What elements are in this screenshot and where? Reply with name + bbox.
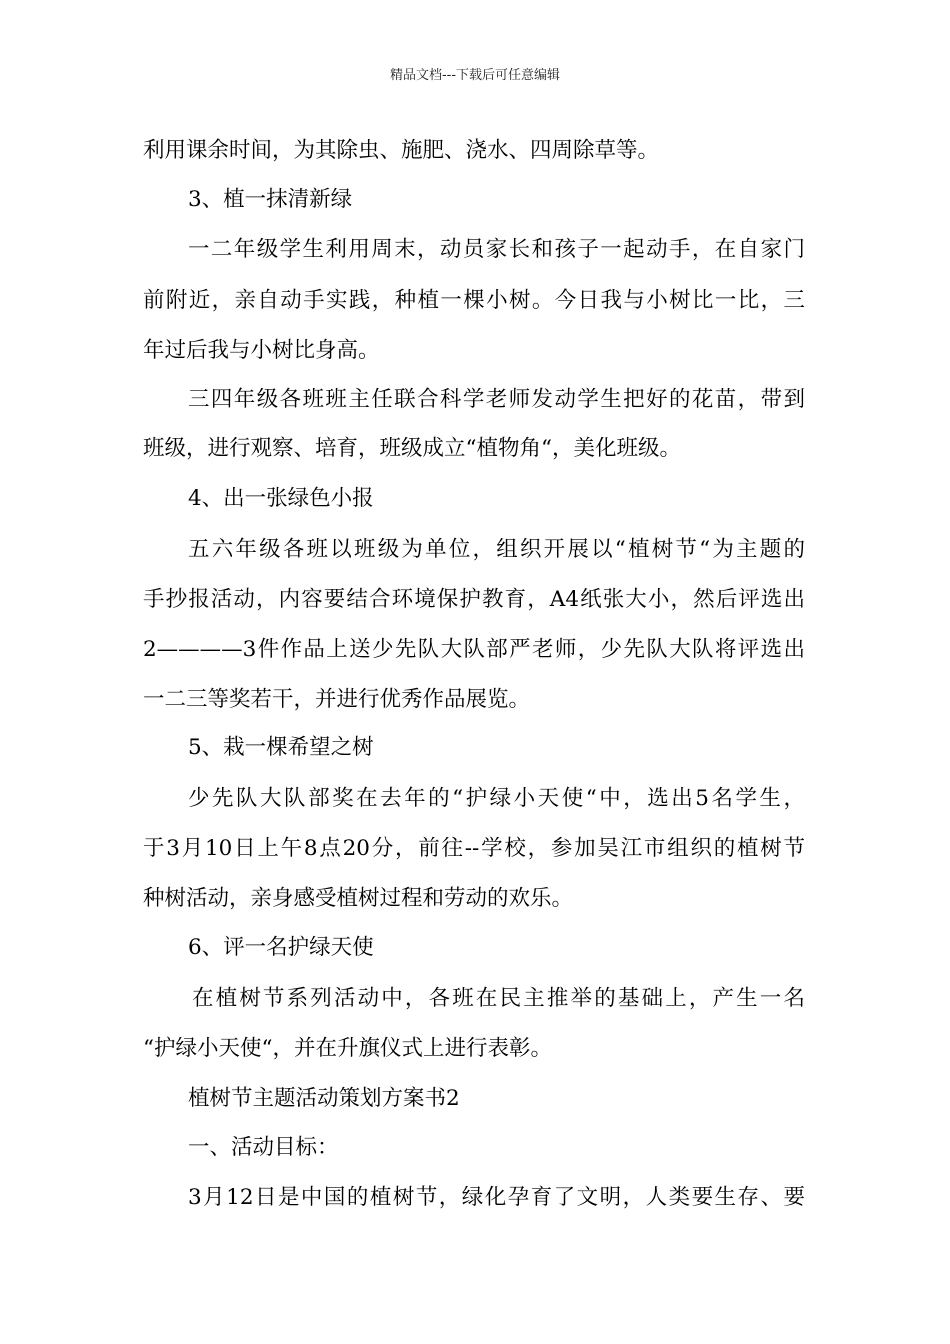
text-line: 2————3件作品上送少先队大队部严老师，少先队大队将评选出 — [143, 637, 805, 662]
document-subtitle: 植树节主题活动策划方案书2 — [188, 1086, 460, 1111]
text-line: 3月12日是中国的植树节，绿化孕育了文明，人类要生存、要 — [188, 1185, 805, 1210]
text-line: 三四年级各班班主任联合科学老师发动学生把好的花苗，带到 — [188, 387, 805, 412]
text-line: 在植树节系列活动中，各班在民主推举的基础上，产生一名 — [192, 986, 805, 1011]
text-line: 五六年级各班以班级为单位，组织开展以“植树节“为主题的 — [188, 537, 805, 562]
section-heading: 4、出一张绿色小报 — [188, 486, 374, 511]
text-line: 于3月10日上午8点20分，前往--学校，参加吴江市组织的植树节 — [143, 836, 805, 861]
text-line: 年过后我与小树比身高。 — [143, 338, 380, 363]
text-line: 一二年级学生利用周末，动员家长和孩子一起动手，在自家门 — [188, 237, 805, 262]
text-line: 种树活动，亲身感受植树过程和劳动的欢乐。 — [143, 886, 574, 911]
section-heading: 5、栽一棵希望之树 — [188, 735, 374, 760]
text-line: 手抄报活动，内容要结合环境保护教育，A4纸张大小，然后评选出 — [143, 587, 805, 612]
text-line: 前附近，亲自动手实践，种植一棵小树。今日我与小树比一比，三 — [143, 288, 805, 313]
text-line: 利用课余时间，为其除虫、施肥、浇水、四周除草等。 — [143, 138, 660, 163]
section-heading: 一、活动目标： — [188, 1135, 339, 1160]
text-line: 少先队大队部奖在去年的“护绿小天使“中，选出5名学生， — [188, 786, 805, 811]
section-heading: 3、植一抹清新绿 — [188, 187, 353, 212]
section-heading: 6、评一名护绿天使 — [188, 935, 374, 960]
text-line: 一二三等奖若干，并进行优秀作品展览。 — [143, 687, 531, 712]
text-line: “护绿小天使“，并在升旗仪式上进行表彰。 — [143, 1036, 552, 1061]
page-header: 精品文档---下载后可任意编辑 — [389, 68, 561, 83]
text-line: 班级，进行观察、培育，班级成立“植物角“，美化班级。 — [143, 436, 681, 461]
